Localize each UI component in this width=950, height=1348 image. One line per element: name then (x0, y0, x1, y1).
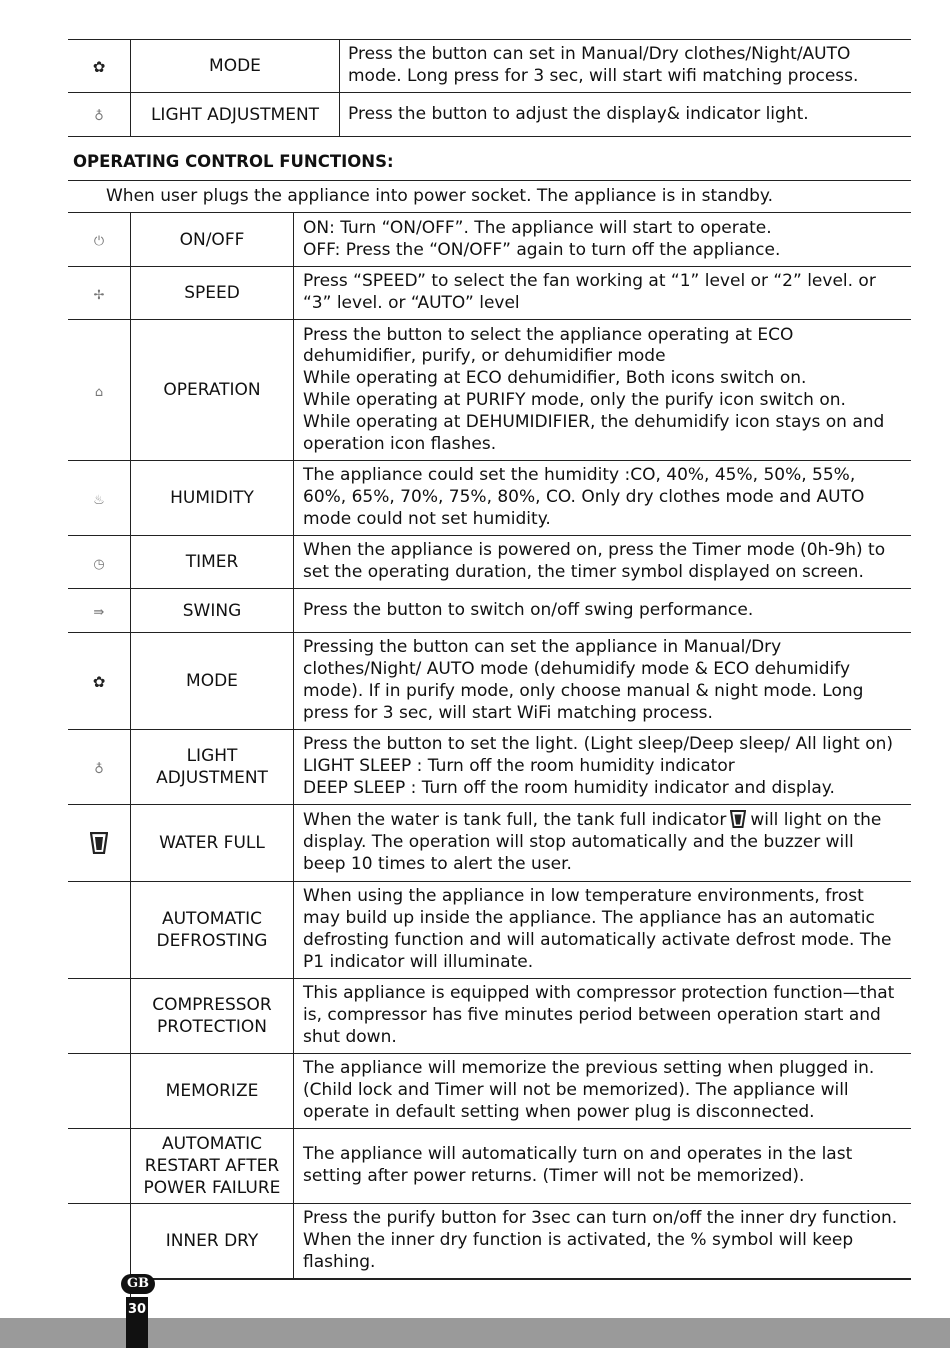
function-name: COMPRESSOR PROTECTION (131, 979, 294, 1054)
icon-cell (68, 320, 131, 461)
table-row (68, 40, 911, 93)
table-row (68, 882, 911, 979)
function-description: Press the button to set the light. (Light sleep/Deep sleep/ All light on) LIGHT SLEEP : Turn off the room humidity indicator DEEP SLEEP : Turn off the room humidity indicator and display. (294, 730, 912, 805)
icon-cell (68, 805, 131, 882)
gear-icon: ✿ (92, 57, 106, 76)
bulb-icon: ♁ (94, 761, 104, 777)
function-name: INNER DRY (131, 1204, 294, 1279)
function-name: AUTOMATIC RESTART AFTER POWER FAILURE (131, 1129, 294, 1204)
icon-cell (68, 40, 131, 93)
function-description: The appliance will automatically turn on and operates in the last setting after power returns. (Timer will not be memorized). (294, 1129, 912, 1204)
icon-cell (68, 93, 131, 137)
table-row (68, 805, 911, 882)
top-functions-table (68, 39, 911, 137)
language-badge: GB (121, 1274, 155, 1294)
function-description: Press the button to select the appliance operating at ECO dehumidifier, purify, or dehumidifier mode While operating at ECO dehumidifier, Both icons switch on. While operating at PURIFY mode, only the purify icon switch on. While operating at DEHUMIDIFIER, the dehumidify icon stays on and operation icon flashes. (294, 320, 912, 461)
icon-cell (68, 730, 131, 805)
function-description: ON: Turn “ON/OFF”. The appliance will start to operate. OFF: Press the “ON/OFF” again to turn off the appliance. (294, 213, 912, 267)
function-description: Press the button to adjust the display& indicator light. (340, 93, 912, 137)
divider (68, 180, 911, 181)
table-row (68, 589, 911, 633)
section-title: OPERATING CONTROL FUNCTIONS: (73, 152, 394, 171)
icon-cell (68, 882, 131, 979)
house-icon: ⌂ (94, 384, 104, 400)
bulb-icon: ♁ (94, 109, 104, 124)
function-description: This appliance is equipped with compressor protection function—that is, compressor has five minutes period between operation start and shut down. (294, 979, 912, 1054)
function-name: AUTOMATIC DEFROSTING (131, 882, 294, 979)
function-name: OPERATION (131, 320, 294, 461)
function-description: When using the appliance in low temperature environments, frost may build up inside the appliance. The appliance has an automatic defrosting function and will automatically activate defrost mode. The P1 indicator will illuminate. (294, 882, 912, 979)
droplets-icon: ♨ (93, 492, 105, 508)
page-number: 30 (126, 1297, 148, 1348)
icon-cell (68, 461, 131, 536)
function-name: SPEED (131, 267, 294, 320)
function-name: SWING (131, 589, 294, 633)
function-description: The appliance could set the humidity :CO, 40%, 45%, 50%, 55%, 60%, 65%, 70%, 75%, 80%, CO. Only dry clothes mode and AUTO mode could not set humidity. (294, 461, 912, 536)
function-name: LIGHT ADJUSTMENT (131, 730, 294, 805)
table-row (68, 320, 911, 461)
standby-note: When user plugs the appliance into power socket. The appliance is in standby. (106, 186, 773, 206)
function-description: Press “SPEED” to select the fan working at “1” level or “2” level. or “3” level. or “AUTO” level (294, 267, 912, 320)
function-name: LIGHT ADJUSTMENT (131, 93, 340, 137)
function-description: Press the button can set in Manual/Dry clothes/Night/AUTO mode. Long press for 3 sec, will start wifi matching process. (340, 40, 912, 93)
function-name: TIMER (131, 536, 294, 589)
icon-cell (68, 1054, 131, 1129)
table-row (68, 730, 911, 805)
power-icon: ⏻ (93, 234, 105, 249)
function-name: HUMIDITY (131, 461, 294, 536)
function-description: When the appliance is powered on, press the Timer mode (0h-9h) to set the operating duration, the timer symbol displayed on screen. (294, 536, 912, 589)
table-row (68, 1204, 911, 1279)
table-row (68, 461, 911, 536)
function-description: Press the button to switch on/off swing performance. (294, 589, 912, 633)
description-part: When the water is tank full, the tank full indicator (303, 810, 727, 831)
icon-cell (68, 267, 131, 320)
icon-cell (68, 213, 131, 267)
table-row (68, 1129, 911, 1204)
table-row (68, 536, 911, 589)
icon-cell (68, 979, 131, 1054)
fan-icon: ✢ (93, 287, 105, 303)
icon-cell (68, 1129, 131, 1204)
table-row (68, 1054, 911, 1129)
function-description: Press the purify button for 3sec can turn on/off the inner dry function. When the inner dry function is activated, the % symbol will keep flashing. (294, 1204, 912, 1279)
table-row (68, 213, 911, 267)
function-name: MEMORIZE (131, 1054, 294, 1129)
icon-cell (68, 633, 131, 730)
operating-functions-table (68, 212, 911, 1280)
gear-icon: ✿ (92, 672, 106, 691)
function-name: WATER FULL (131, 805, 294, 882)
tank-full-indicator-icon (730, 810, 746, 828)
table-row (68, 979, 911, 1054)
function-name: MODE (131, 633, 294, 730)
description-part: will light on the display. The operation will stop automatically and the buzzer will beep 10 times to alert the user. (303, 810, 882, 874)
table-row (68, 633, 911, 730)
icon-cell (68, 536, 131, 589)
table-row (68, 267, 911, 320)
icon-cell (68, 1204, 131, 1279)
function-description (294, 805, 912, 882)
clock-icon: ◷ (93, 556, 105, 572)
function-name: ON/OFF (131, 213, 294, 267)
table-row (68, 93, 911, 137)
function-name: MODE (131, 40, 340, 93)
water-tank-icon (90, 832, 108, 854)
swing-icon: ⇛ (93, 605, 105, 620)
function-description: The appliance will memorize the previous setting when plugged in. (Child lock and Timer will not be memorized). The appliance will operate in default setting when power plug is disconnected. (294, 1054, 912, 1129)
icon-cell (68, 589, 131, 633)
function-description: Pressing the button can set the appliance in Manual/Dry clothes/Night/ AUTO mode (dehumidify mode & ECO dehumidify mode). If in purify mode, only choose manual & night mode. Long press for 3 sec, will start WiFi matching process. (294, 633, 912, 730)
